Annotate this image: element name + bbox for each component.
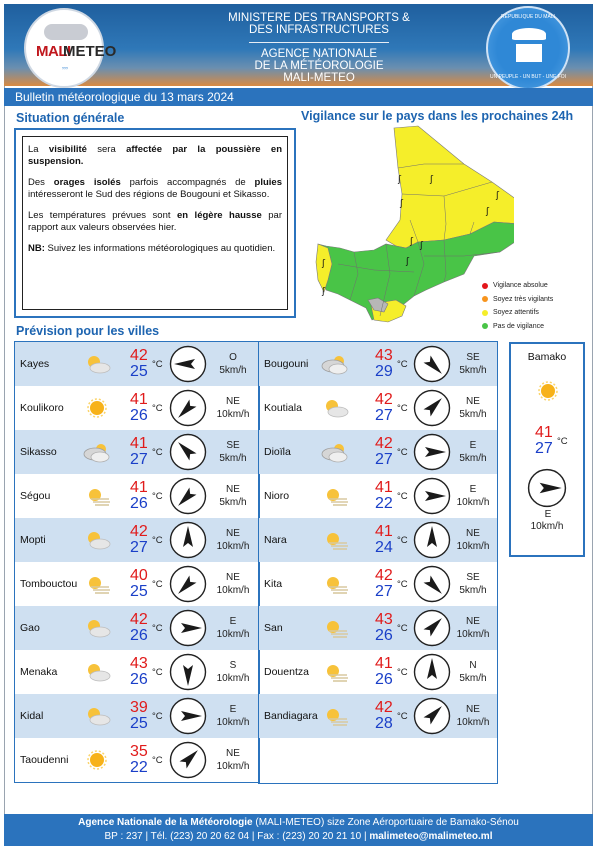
weather-icon-cell [321, 527, 349, 553]
wind-speed: 10km/h [456, 629, 490, 640]
forecast-table-right [258, 341, 498, 784]
temp-unit: °C [397, 667, 408, 678]
wind-speed: 10km/h [216, 629, 250, 640]
wind-compass [413, 521, 451, 559]
ministry-line-1: MINISTERE DES TRANSPORTS & [228, 12, 410, 24]
wind-direction: E [229, 616, 237, 627]
city-name: Dioïla [264, 446, 291, 458]
temp-min: 25 [130, 583, 148, 600]
sun-haze-icon [321, 527, 349, 553]
weather-icon-cell [83, 527, 111, 553]
weather-icon-cell [83, 747, 111, 773]
emphasis-text: NB: [28, 243, 45, 254]
temp-max: 42 [130, 523, 148, 540]
wind-compass-icon [413, 345, 451, 383]
legend-label: Vigilance absolue [493, 282, 548, 290]
wind-compass-icon [169, 477, 207, 515]
legend-item [482, 306, 553, 320]
body-text: par rapport aux valeurs observées hier. [28, 210, 282, 233]
weather-icon-cell [321, 571, 349, 597]
temp-unit: °C [397, 491, 408, 502]
wind-compass [169, 433, 207, 471]
body-text: parfois accompagnés de [120, 177, 255, 188]
agency-line-3: MALI-METEO [283, 72, 355, 84]
temp-max: 43 [130, 655, 148, 672]
wind-compass [169, 741, 207, 779]
city-row [15, 430, 259, 474]
wind-compass-icon [169, 521, 207, 559]
wind-direction: E [229, 704, 237, 715]
sun-haze-icon [321, 615, 349, 641]
wind-compass [413, 477, 451, 515]
city-row [15, 738, 259, 782]
temp-unit: °C [397, 579, 408, 590]
city-row [259, 386, 497, 430]
city-name: Tombouctou [20, 578, 78, 590]
legend-label: Pas de vigilance [493, 322, 544, 330]
wind-speed: 5km/h [219, 497, 247, 508]
wind-compass-icon [169, 345, 207, 383]
temp-unit: °C [152, 667, 163, 678]
legend-item [482, 293, 553, 307]
wind-compass [169, 609, 207, 647]
weather-icon-cell [83, 483, 111, 509]
wind-speed: 10km/h [456, 541, 490, 552]
wind-compass-icon [169, 697, 207, 735]
temp-min: 26 [130, 407, 148, 424]
city-name: Nara [264, 534, 287, 546]
city-name: Taoudenni [20, 754, 69, 766]
temp-unit: °C [152, 755, 163, 766]
situation-title: Situation générale [16, 111, 125, 125]
footer-email-link[interactable]: malimeteo@malimeteo.ml [369, 831, 493, 842]
temp-unit: °C [152, 359, 163, 370]
ministry-title [214, 12, 424, 36]
seal-bottom-text: UN PEUPLE - UN BUT - UNE FOI [489, 74, 567, 80]
mali-meteo-logo [24, 8, 117, 88]
temp-unit: °C [152, 623, 163, 634]
city-row [259, 694, 497, 738]
wind-direction: NE [226, 484, 240, 495]
body-text: La [28, 144, 49, 155]
sun-cloud-icon [83, 659, 111, 685]
weather-icon-cell [83, 439, 111, 465]
weather-icon-cell [83, 351, 111, 377]
city-name: Douentza [264, 666, 309, 678]
weather-icon-cell [321, 483, 349, 509]
situation-paragraph-temperatures [28, 210, 282, 233]
sun-icon [534, 378, 562, 404]
seal-bird-icon [512, 28, 546, 40]
temp-max: 41 [130, 479, 148, 496]
wind-compass [169, 477, 207, 515]
wind-compass [169, 345, 207, 383]
emphasis-text: orages isolés [53, 177, 121, 188]
city-name: Koutiala [264, 402, 302, 414]
weather-icon-cell [83, 703, 111, 729]
body-text: Suivez les informations météorologiques au quotidien. [44, 243, 276, 254]
city-name: Gao [20, 622, 40, 634]
wind-speed: 5km/h [219, 365, 247, 376]
city-row [15, 562, 259, 606]
wind-compass [413, 565, 451, 603]
wind-compass-icon [413, 433, 451, 471]
wind-compass [169, 521, 207, 559]
sun-haze-icon [321, 483, 349, 509]
seal-building-icon [516, 44, 542, 62]
body-text: Des [28, 177, 54, 188]
city-row [15, 518, 259, 562]
wind-speed: 10km/h [530, 521, 564, 532]
temp-min: 26 [375, 627, 393, 644]
wind-compass-icon [413, 653, 451, 691]
city-row [259, 518, 497, 562]
sun-haze-icon [321, 659, 349, 685]
wind-compass [413, 389, 451, 427]
storm-symbol-icon: ʃ [400, 199, 404, 209]
temp-min: 25 [130, 363, 148, 380]
temp-max: 42 [375, 699, 393, 716]
temp-max: 41 [130, 391, 148, 408]
body-text: sera [86, 144, 127, 155]
footer-line-2 [4, 830, 593, 844]
wind-speed: 10km/h [216, 761, 250, 772]
temp-unit: °C [397, 359, 408, 370]
city-name: Kita [264, 578, 283, 590]
storm-symbol-icon: ʃ [420, 241, 424, 251]
wind-direction: E [469, 440, 477, 451]
wind-compass-icon [527, 468, 567, 508]
temp-unit: °C [152, 579, 163, 590]
legend-label: Soyez très vigilants [493, 295, 554, 303]
sun-cloud-icon [83, 351, 111, 377]
wind-speed: 5km/h [459, 673, 487, 684]
weather-icon-cell [83, 659, 111, 685]
city-name: Kayes [20, 358, 50, 370]
footer-line-1 [4, 816, 593, 830]
temp-min: 24 [375, 539, 393, 556]
city-name: Koulikoro [20, 402, 64, 414]
wind-direction: NE [466, 704, 480, 715]
city-name: Kidal [20, 710, 44, 722]
storm-symbol-icon: ʃ [410, 237, 414, 247]
wind-direction: SE [466, 572, 480, 583]
cloud-icon [44, 24, 88, 40]
header-banner [4, 4, 593, 86]
bamako-forecast-card [509, 342, 585, 557]
body-text: intéresseront le Sud des régions de Bougouni et Sikasso. [28, 188, 270, 200]
weather-icon-cell [321, 703, 349, 729]
body-text: Les températures prévues sont [28, 210, 177, 221]
wind-compass [169, 389, 207, 427]
wind-direction: NE [466, 616, 480, 627]
weather-icon-cell [321, 615, 349, 641]
city-name: Sikasso [20, 446, 57, 458]
wind-compass [413, 433, 451, 471]
wind-compass [413, 653, 451, 691]
wind-compass-icon [413, 521, 451, 559]
temp-max: 41 [130, 435, 148, 452]
city-row [15, 386, 259, 430]
wind-speed: 10km/h [216, 673, 250, 684]
temp-max: 40 [130, 567, 148, 584]
wind-speed: 10km/h [216, 409, 250, 420]
wind-compass [413, 345, 451, 383]
wind-direction: NE [226, 528, 240, 539]
emphasis-text: en légère hausse [176, 210, 262, 221]
wind-direction: SE [226, 440, 240, 451]
storm-symbol-icon: ʃ [430, 175, 434, 185]
logo-text-meteo: METEO [63, 43, 117, 60]
city-name: Bougouni [264, 358, 309, 370]
temp-unit: °C [152, 535, 163, 546]
temp-min: 27 [375, 407, 393, 424]
wind-direction: NE [466, 396, 480, 407]
wind-direction: E [469, 484, 477, 495]
temp-max: 41 [375, 479, 393, 496]
temp-min: 27 [375, 451, 393, 468]
emphasis-text: pluies [254, 177, 282, 188]
wind-compass-icon [169, 609, 207, 647]
storm-symbol-icon: ʃ [496, 191, 500, 201]
sun-icon [83, 395, 111, 421]
sun-haze-icon [83, 571, 111, 597]
wind-compass [413, 609, 451, 647]
wind-direction: NE [226, 396, 240, 407]
city-row [259, 474, 497, 518]
temp-min: 27 [130, 539, 148, 556]
vigilance-legend [482, 279, 553, 333]
wind-compass-icon [169, 389, 207, 427]
header-divider [249, 42, 389, 43]
wind-speed: 5km/h [459, 585, 487, 596]
temp-min: 29 [375, 363, 393, 380]
legend-dot-icon [482, 323, 488, 329]
wind-speed: 10km/h [216, 541, 250, 552]
wind-compass-icon [413, 389, 451, 427]
cloud-sun-icon [321, 439, 349, 465]
wind-compass [527, 468, 567, 513]
wind-direction: NE [466, 528, 480, 539]
temp-min: 26 [375, 671, 393, 688]
wind-compass-icon [169, 565, 207, 603]
wind-direction: S [229, 660, 237, 671]
storm-symbol-icon: ʃ [486, 207, 490, 217]
cloud-sun-icon [83, 439, 111, 465]
footer-address: (MALI-METEO) size Zone Aéroportuaire de Bamako-Sénou [252, 817, 519, 828]
temp-max: 42 [130, 611, 148, 628]
weather-icon-cell [321, 351, 349, 377]
weather-icon-cell [321, 395, 349, 421]
legend-item [482, 320, 553, 334]
city-name: Menaka [20, 666, 58, 678]
cloud-sun-icon [321, 351, 349, 377]
temp-unit: °C [557, 436, 568, 447]
situation-box [14, 128, 296, 318]
city-row [259, 562, 497, 606]
sun-cloud-icon [83, 527, 111, 553]
footer-agency: Agence Nationale de la Météorologie [78, 817, 253, 828]
temp-min: 26 [130, 495, 148, 512]
legend-dot-icon [482, 310, 488, 316]
city-row [259, 650, 497, 694]
weather-icon-cell [321, 439, 349, 465]
temp-max: 42 [375, 391, 393, 408]
agency-line-2: DE LA MÉTÉOROLOGIE [254, 60, 384, 72]
temp-max: 39 [130, 699, 148, 716]
wind-compass-icon [413, 609, 451, 647]
emphasis-text: visibilité [48, 144, 87, 155]
sun-cloud-icon [83, 703, 111, 729]
temp-unit: °C [397, 447, 408, 458]
wind-compass-icon [413, 565, 451, 603]
sun-haze-icon [83, 483, 111, 509]
city-row [15, 342, 259, 386]
city-name: Mopti [20, 534, 46, 546]
bulletin-date-bar: Bulletin météorologique du 13 mars 2024 [4, 88, 593, 106]
wind-speed: 5km/h [459, 453, 487, 464]
rain-icon: ʼʼʼ [62, 66, 68, 76]
legend-label: Soyez attentifs [493, 309, 539, 317]
wind-speed: 5km/h [459, 365, 487, 376]
city-row [259, 606, 497, 650]
footer [4, 814, 593, 846]
temp-max: 41 [375, 655, 393, 672]
wind-compass-icon [413, 697, 451, 735]
temp-max: 41 [375, 523, 393, 540]
storm-symbol-icon: ʃ [322, 259, 326, 269]
legend-item [482, 279, 553, 293]
temp-min: 22 [130, 759, 148, 776]
sun-cloud-icon [83, 615, 111, 641]
vigilance-title: Vigilance sur le pays dans les prochaines 24h [301, 109, 574, 123]
city-row [15, 694, 259, 738]
situation-text [22, 136, 288, 310]
temp-unit: °C [397, 403, 408, 414]
temp-min: 26 [130, 671, 148, 688]
temp-max: 43 [375, 347, 393, 364]
situation-paragraph-visibility [28, 144, 282, 167]
temp-unit: °C [152, 711, 163, 722]
wind-direction: SE [466, 352, 480, 363]
situation-paragraph-storms [28, 177, 282, 200]
temp-unit: °C [397, 535, 408, 546]
logo-text-mali: MALI [36, 43, 71, 60]
wind-direction: NE [226, 748, 240, 759]
city-row [15, 650, 259, 694]
temp-unit: °C [152, 403, 163, 414]
wind-speed: 10km/h [216, 585, 250, 596]
temp-max: 42 [130, 347, 148, 364]
city-name: Nioro [264, 490, 290, 502]
wind-compass [169, 697, 207, 735]
city-row [15, 474, 259, 518]
city-name: San [264, 622, 283, 634]
wind-speed: 10km/h [216, 717, 250, 728]
sun-haze-icon [321, 703, 349, 729]
wind-speed: 5km/h [459, 409, 487, 420]
temp-max: 41 [535, 424, 553, 441]
weather-icon-cell [83, 395, 111, 421]
wind-compass [413, 697, 451, 735]
city-row [259, 430, 497, 474]
temp-max: 42 [375, 435, 393, 452]
temp-min: 27 [130, 451, 148, 468]
temp-unit: °C [397, 711, 408, 722]
city-row [15, 606, 259, 650]
wind-compass [169, 565, 207, 603]
forecast-table-left [14, 341, 260, 783]
wind-direction: N [469, 660, 477, 671]
temp-max: 35 [130, 743, 148, 760]
wind-direction: NE [226, 572, 240, 583]
sun-icon [83, 747, 111, 773]
wind-speed: 10km/h [456, 497, 490, 508]
temp-min: 22 [375, 495, 393, 512]
wind-compass-icon [169, 741, 207, 779]
wind-compass [169, 653, 207, 691]
temp-max: 42 [375, 567, 393, 584]
weather-icon-cell [321, 659, 349, 685]
wind-speed: 5km/h [219, 453, 247, 464]
agency-title [214, 48, 424, 84]
seal-top-text: RÉPUBLIQUE DU MALI [501, 14, 555, 20]
temp-max: 43 [375, 611, 393, 628]
agency-line-1: AGENCE NATIONALE [260, 48, 378, 60]
sun-haze-icon [321, 571, 349, 597]
temp-min: 26 [130, 627, 148, 644]
wind-compass-icon [413, 477, 451, 515]
temp-min: 27 [375, 583, 393, 600]
city-row [259, 342, 497, 386]
forecast-title: Prévision pour les villes [16, 324, 160, 338]
city-name: Ségou [20, 490, 51, 502]
emphasis-text: affectée par la poussière en suspension. [28, 144, 282, 167]
temp-min: 27 [535, 440, 553, 457]
storm-symbol-icon: ʃ [398, 175, 402, 185]
wind-speed: 10km/h [456, 717, 490, 728]
situation-paragraph-nb [28, 243, 282, 255]
temp-min: 28 [375, 715, 393, 732]
weather-icon-cell [83, 615, 111, 641]
storm-symbol-icon: ʃ [406, 257, 410, 267]
ministry-line-2: DES INFRASTRUCTURES [249, 24, 389, 36]
bamako-name: Bamako [527, 351, 567, 363]
temp-unit: °C [397, 623, 408, 634]
wind-direction: O [229, 352, 237, 363]
legend-dot-icon [482, 283, 488, 289]
storm-symbol-icon: ʃ [322, 287, 326, 297]
sun-cloud-icon [321, 395, 349, 421]
temp-unit: °C [152, 491, 163, 502]
footer-contacts: BP : 237 | Tél. (223) 20 20 62 04 | Fax : (223) 20 20 21 10 | [104, 831, 370, 842]
wind-compass-icon [169, 433, 207, 471]
temp-unit: °C [152, 447, 163, 458]
wind-direction: E [544, 509, 552, 520]
weather-icon-cell [83, 571, 111, 597]
city-name: Bandiagara [264, 710, 318, 722]
wind-compass-icon [169, 653, 207, 691]
republic-seal [486, 6, 570, 90]
legend-dot-icon [482, 296, 488, 302]
temp-min: 25 [130, 715, 148, 732]
